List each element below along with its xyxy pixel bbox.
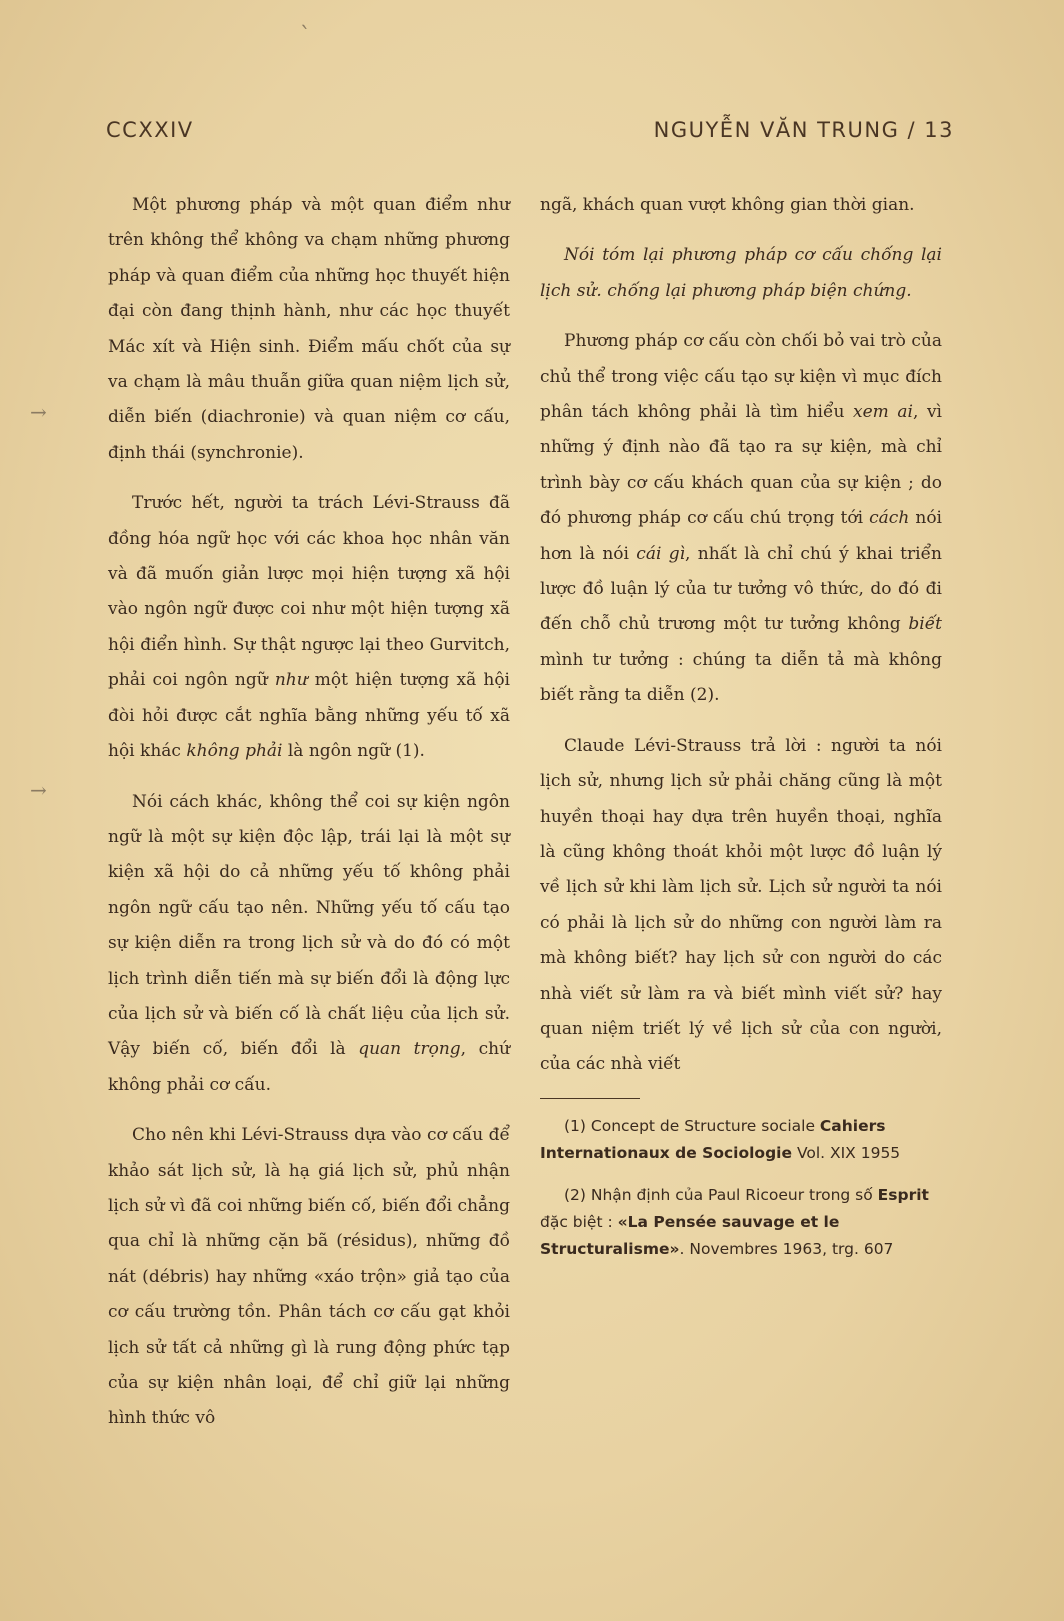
author-page-number: NGUYỄN VĂN TRUNG / 13 — [653, 118, 954, 142]
paragraph: ngã, khách quan vượt không gian thời gian. — [540, 195, 915, 215]
ink-mark: → — [30, 778, 47, 802]
page-section-roman: CCXXIV — [106, 118, 194, 142]
paragraph: Claude Lévi-Strauss trả lời : người ta nói lịch sử, nhưng lịch sử phải chăng cũng là một huyền thoại hay dựa trên huyền thoại, nghĩa là cũng không thoát khỏi một lược đồ luận lý về lịch sử khi làm lịch sử. Lịch sử người ta nói có phải là lịch sử do những con người làm ra mà không biết? hay lịch sử con người do các nhà viết sử làm ra và biết mình viết sử? hay quan niệm triết lý về lịch sử của con người, của các nhà viết — [540, 735, 942, 1075]
paragraph: Phương pháp cơ cấu còn chối bỏ vai trò của chủ thể trong việc cấu tạo sự kiện vì mục đích phân tách không phải là tìm hiểu xem ai, vì những ý định nào đã tạo ra sự kiện, mà chỉ trình bày cơ cấu khách quan của sự kiện ; do đó phương pháp cơ cấu chú trọng tới cách nói hơn là nói cái gì, nhất là chỉ chú ý khai triển lược đồ luận lý của tư tưởng vô thức, do đó đi đến chỗ chủ trương một tư tưởng không biết mình tư tưởng : chúng ta diễn tả mà không biết rằng ta diễn (2). — [540, 331, 942, 706]
footnote-2: (2) Nhận định của Paul Ricoeur trong số Esprit đặc biệt : «La Pensée sauvage et le Structuralisme». Novembres 1963, trg. 607 — [540, 1185, 929, 1258]
paragraph: Cho nên khi Lévi-Strauss dựa vào cơ cấu để khảo sát lịch sử, là hạ giá lịch sử, phủ nhận lịch sử vì đã coi những biến cố, biến đổi chẳng qua chỉ là những cặn bã (résidus), những đồ nát (débris) hay những «xáo trộn» giả tạo của cơ cấu trường tồn. Phân tách cơ cấu gạt khỏi lịch sử tất cả những gì là rung động phức tạp của sự kiện nhân loại, để chỉ giữ lại những hình thức vô — [108, 1125, 510, 1429]
footnote-1: (1) Concept de Structure sociale Cahiers Internationaux de Sociologie Vol. XIX 1955 — [540, 1116, 901, 1162]
paragraph: Trước hết, người ta trách Lévi-Strauss đã đồng hóa ngữ học với các khoa học nhân văn và đã muốn giản lược mọi hiện tượng xã hội vào ngôn ngữ được coi như một hiện tượng xã hội điển hình. Sự thật ngược lại theo Gurvitch, phải coi ngôn ngữ như một hiện tượng xã hội đòi hỏi được cắt nghĩa bằng những yếu tố xã hội khác không phải là ngôn ngữ (1). — [108, 493, 510, 762]
footnote-divider — [540, 1098, 640, 1099]
left-column — [108, 188, 510, 1452]
paragraph: Nói tóm lại phương pháp cơ cấu chống lại lịch sử. chống lại phương pháp biện chứng. — [540, 245, 942, 301]
paragraph: Một phương pháp và một quan điểm như trên không thể không va chạm những phương pháp và quan điểm của những học thuyết hiện đại còn đang thịnh hành, như các học thuyết Mác xít và Hiện sinh. Điểm mấu chốt của sự va chạm là mâu thuẫn giữa quan niệm lịch sử, diễn biến (diachronie) và quan niệm cơ cấu, định thái (synchronie). — [108, 195, 510, 463]
ink-mark: ˋ — [300, 24, 311, 49]
running-header — [106, 118, 954, 142]
right-column — [540, 188, 942, 1278]
paragraph: Nói cách khác, không thể coi sự kiện ngôn ngữ là một sự kiện độc lập, trái lại là một sự kiện xã hội do cả những yếu tố không phải ngôn ngữ cấu tạo nên. Những yếu tố cấu tạo sự kiện diễn ra trong lịch sử và do đó có một lịch trình diễn tiến mà sự biến đổi là động lực của lịch sử và biến cố là chất liệu của lịch sử. Vậy biến cố, biến đổi là quan trọng, chứ không phải cơ cấu. — [108, 791, 511, 1095]
ink-mark: → — [30, 400, 47, 424]
